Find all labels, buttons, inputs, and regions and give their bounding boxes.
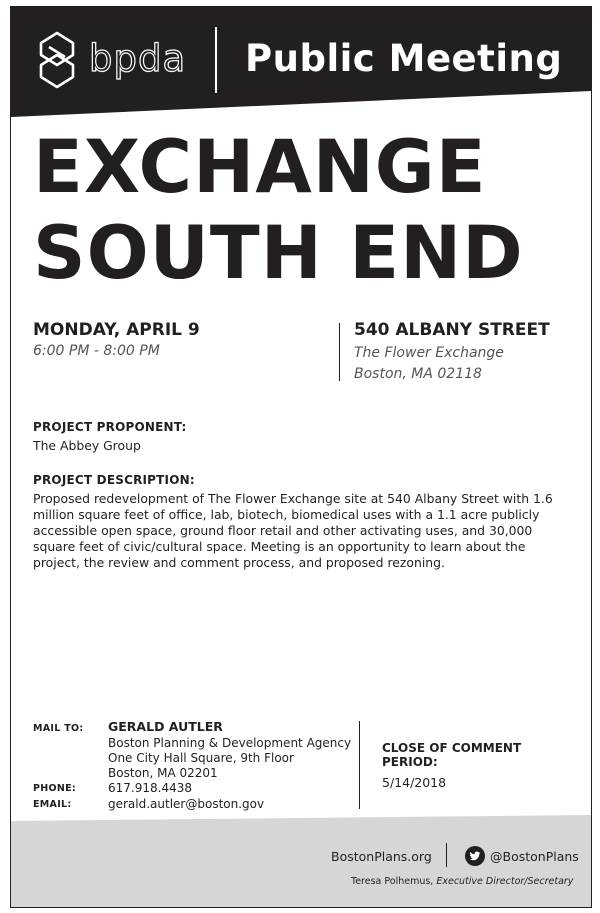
proponent-label: PROJECT PROPONENT: — [33, 420, 187, 434]
header-title: Public Meeting — [245, 37, 563, 80]
twitter-icon[interactable] — [465, 846, 485, 866]
mail-to-label: MAIL TO: — [33, 723, 84, 734]
phone-label: PHONE: — [33, 783, 77, 794]
signer-title: Executive Director/Secretary — [436, 876, 574, 887]
proponent-value: The Abbey Group — [33, 438, 141, 453]
footer-divider — [446, 843, 447, 867]
contact-address — [108, 736, 351, 781]
brand-name: bpda — [89, 37, 187, 80]
event-title — [33, 125, 524, 297]
venue-name: The Flower Exchange — [354, 345, 504, 361]
signature-line — [351, 876, 573, 887]
website-link[interactable]: BostonPlans.org — [331, 849, 432, 864]
bpda-logo-icon — [35, 29, 79, 91]
twitter-handle[interactable]: @BostonPlans — [490, 849, 579, 864]
description-label: PROJECT DESCRIPTION: — [33, 473, 195, 487]
event-title-line-1: EXCHANGE — [33, 125, 487, 210]
event-divider — [339, 323, 340, 381]
header-divider — [215, 27, 217, 93]
comment-period-label: CLOSE OF COMMENT PERIOD: — [382, 741, 522, 769]
contact-phone: 617.918.4438 — [108, 781, 192, 795]
flyer — [10, 6, 592, 908]
contact-name: GERALD AUTLER — [108, 719, 223, 734]
contact-divider — [359, 721, 360, 809]
event-address: 540 ALBANY STREET — [354, 320, 550, 340]
contact-city: Boston, MA 02201 — [108, 766, 218, 780]
email-label: EMAIL: — [33, 799, 72, 810]
twitter-bird-icon — [465, 846, 485, 866]
event-venue — [354, 343, 504, 385]
description-text: Proposed redevelopment of The Flower Exchange site at 540 Albany Street with 1.6 million square feet of office, lab, biotech, biomedical uses with a 1.1 acre publicly accessible open space, ground floor retail and other activating uses, and 30,000 square feet of civic/cultural space. Meeting is an opportunity to learn about the project, the review and comment process, and proposed rezoning. — [33, 491, 553, 570]
contact-street: One City Hall Square, 9th Floor — [108, 751, 294, 765]
header-banner — [11, 7, 591, 123]
contact-email: gerald.autler@boston.gov — [108, 797, 265, 811]
signer-name: Teresa Polhemus, — [351, 876, 434, 887]
venue-city: Boston, MA 02118 — [354, 366, 482, 382]
contact-org: Boston Planning & Development Agency — [108, 736, 352, 750]
event-date: MONDAY, APRIL 9 — [33, 320, 200, 340]
event-title-line-2: SOUTH END — [33, 211, 524, 296]
event-time: 6:00 PM - 8:00 PM — [33, 343, 160, 359]
comment-period-date: 5/14/2018 — [382, 775, 447, 790]
